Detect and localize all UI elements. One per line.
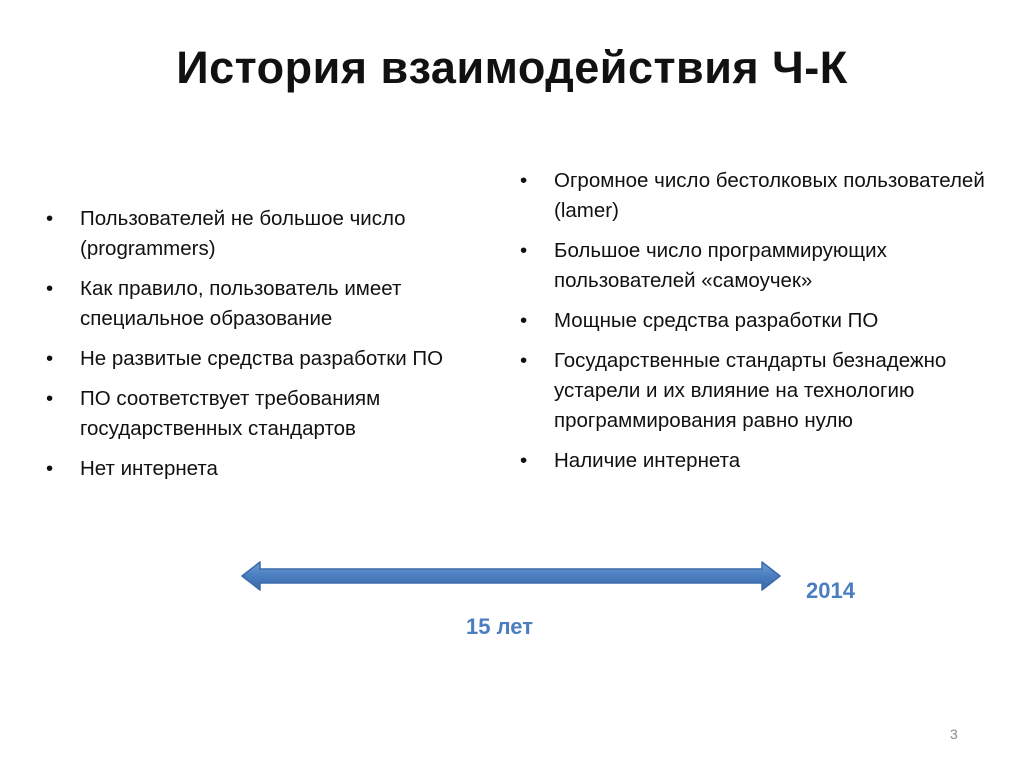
list-item: • Государственные стандарты безнадежно устарели и их влияние на технологию программирования равно нулю bbox=[520, 346, 990, 436]
list-item: • Как правило, пользователь имеет специальное образование bbox=[46, 274, 516, 334]
double-headed-arrow-icon bbox=[240, 558, 782, 594]
list-item: • Нет интернета bbox=[46, 454, 516, 484]
list-item: • Не развитые средства разработки ПО bbox=[46, 344, 516, 374]
list-item: • Огромное число бестолковых пользователей (lamer) bbox=[520, 166, 990, 226]
list-item: • Большое число программирующих пользователей «самоучек» bbox=[520, 236, 990, 296]
list-item: • Пользователей не большое число (programmers) bbox=[46, 204, 516, 264]
right-bullet-list bbox=[520, 166, 990, 486]
page-number: 3 bbox=[950, 726, 958, 742]
list-item: • ПО соответствует требованиям государственных стандартов bbox=[46, 384, 516, 444]
timeline-duration-label: 15 лет bbox=[466, 614, 533, 639]
left-bullet-list bbox=[46, 204, 516, 494]
list-item: • Мощные средства разработки ПО bbox=[520, 306, 990, 336]
slide-title: История взаимодействия Ч-К bbox=[176, 42, 848, 93]
timeline-end-label: 2014 bbox=[806, 578, 855, 603]
list-item: • Наличие интернета bbox=[520, 446, 990, 476]
